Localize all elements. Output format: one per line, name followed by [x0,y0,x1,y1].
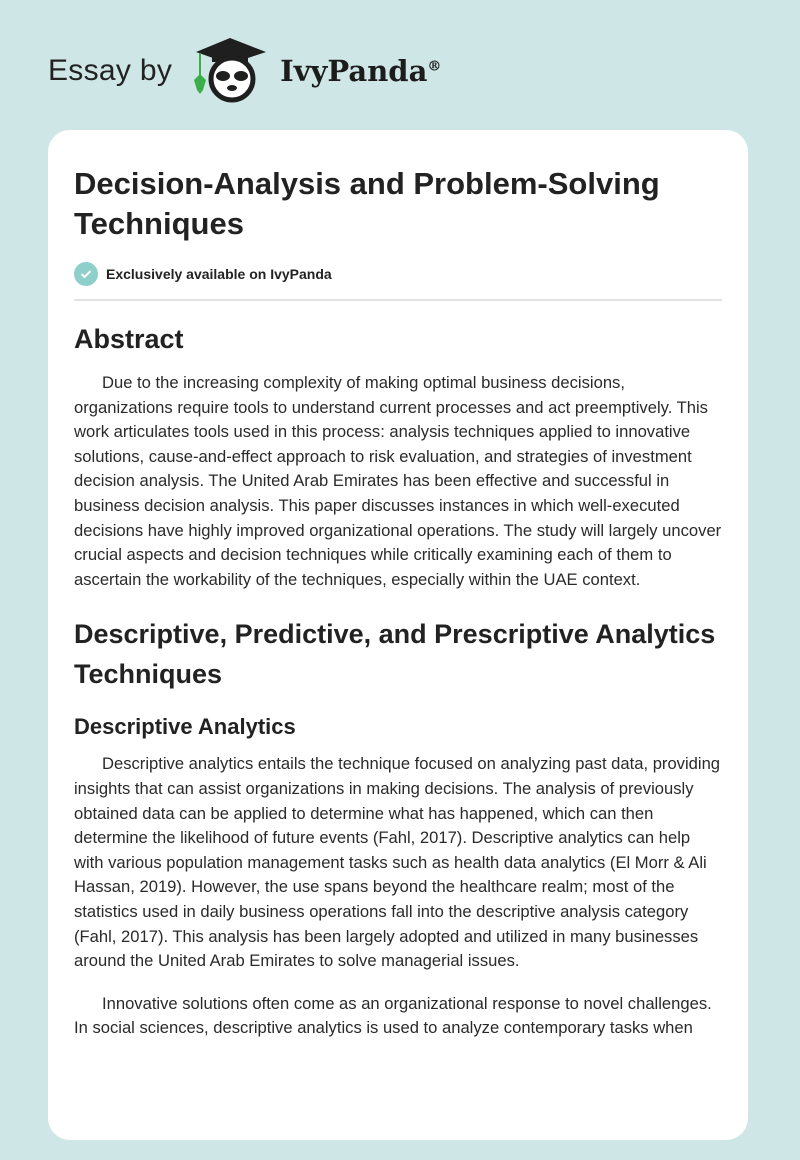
section-heading-analytics: Descriptive, Predictive, and Prescriptive Analytics Techniques [74,619,716,690]
body-paragraph: Innovative solutions often come as an organizational response to novel challenges. In social sciences, descriptive analytics is used to analyze contemporary tasks when [74,993,712,1038]
brand-name[interactable] [280,54,441,88]
site-header [48,36,441,106]
section-heading-abstract: Abstract [74,324,184,354]
divider [74,299,722,301]
badge-text: Exclusively available on IvyPanda [106,266,332,282]
exclusive-badge [74,262,722,286]
abstract-paragraph: Due to the increasing complexity of making optimal business decisions, organizations require tools to understand current processes and act preemptively. This work articulates tools used in this process: analysis techniques applied to innovative solutions, cause-and-effect approach to risk evaluation, and strategies of investment decision analysis. The United Arab Emirates has been effective and successful in business decision analysis. This paper discusses instances in which well-executed decisions have highly improved organizational operations. The study will largely uncover crucial aspects and decision techniques while critically examining each of them to ascertain the workability of the techniques, especially within the UAE context. [74,373,722,589]
essay-card [48,130,748,1140]
check-icon [74,262,98,286]
registered-mark: ® [427,58,442,75]
panda-logo-icon[interactable] [190,34,270,109]
subheading-descriptive: Descriptive Analytics [74,714,296,740]
brand-text: IvyPanda [280,54,428,88]
body-paragraph: Descriptive analytics entails the technique focused on analyzing past data, providing insights that can assist organizations in making decisions. The analysis of previously obtained data can be applied to determine what has happened, which can then determine the likelihood of future events (Fahl, 2017). Descriptive analytics can help with various population management tasks such as health data analytics (El Morr & Ali Hassan, 2019). However, the use spans beyond the healthcare realm; most of the statistics used in daily business operations fall into the descriptive analysis category (Fahl, 2017). This analysis has been largely adopted and utilized in many businesses around the United Arab Emirates to solve managerial issues. [74,754,721,971]
essay-by-label: Essay by [48,54,173,87]
page-title: Decision-Analysis and Problem-Solving Techniques [74,166,660,241]
